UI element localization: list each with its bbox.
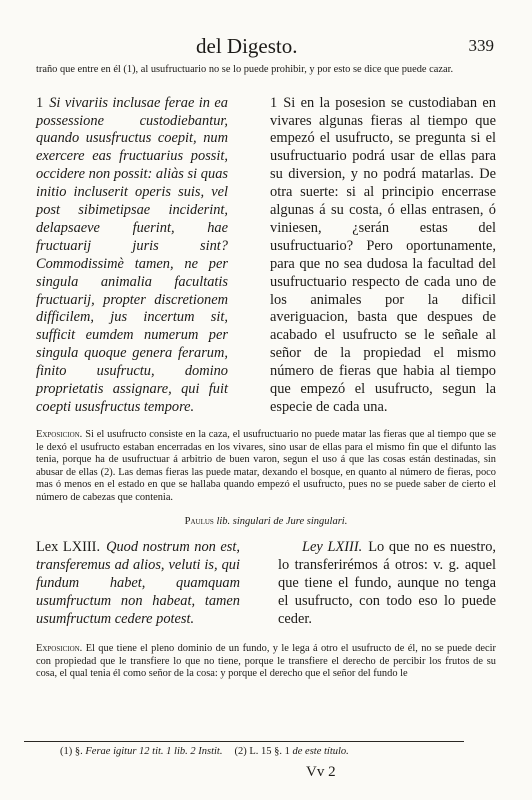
footnote-2-mark: (2) [234, 746, 247, 757]
footnote-rule [24, 741, 464, 742]
exposition-2 [36, 643, 496, 681]
signature-mark: Vv 2 [306, 764, 336, 780]
page-number: 339 [468, 36, 494, 55]
attribution-work: lib. singulari de Jure singulari. [216, 516, 348, 528]
footnote-2-ref: L. 15 §. 1 [249, 746, 290, 757]
latin-paragraph-number: 1 [36, 94, 44, 111]
latin-column [36, 95, 228, 417]
exposition-2-label: Exposicion. [36, 643, 83, 654]
intro-paragraph [36, 64, 496, 77]
exposition-text: Si el usufructo consiste en la caza, el usufructuario no puede matar las fieras que al tiempo que se le dexó el usufructo estaban encerradas en los vivares, sino usar de ellas para el mismo fin que el difunto las tenia, porque ha de usufructuar á arbitrio de buen varon, segun el uso á que las cosas están destinadas, sin abusar de ellas (2). Las demas fieras las puede matar, dexando el bosque, en quanto al número de fieras, poco mas ó menos en el estado en que se hallaba quando empezó el usufructo, pues no se puede saber de cierto el número de cabezas que contenia. [36, 428, 496, 503]
footnote-1 [60, 746, 222, 757]
lex-text: Quod nostrum non est, transferemus ad alios, veluti is, qui fundum habet, quamquam usumfructum non habeat, tamen usumfructum cedere potest. [36, 539, 240, 628]
footnote-1-citation: Ferae igitur 12 tit. 1 lib. 2 Instit. [85, 746, 223, 757]
running-header [36, 34, 496, 60]
spanish-column [270, 95, 496, 417]
section-2-columns [36, 539, 496, 629]
latin-text: Si vivariis inclusae ferae in ea possessione custodiebantur, quando ususfructus coepit, num exercere eas fructuarius possit, occidere non possit: aliàs si quas initio incluserit operis suis, vel post sibimetipsae inciderint, delapsaeve fuerint, hae fructuarij juris sint? Commodissimè tamen, ne per singula animalia facultatis fructuarij, propter discretionem difficilem, jus incertum sit, sufficit eumdem numerum per singula quoque genera ferarum, finito usufructu, domino proprietatis assignare, qui fuit coepti ususfructus tempore. [36, 94, 228, 415]
footnote-2 [234, 746, 348, 757]
exposition-2-text: El que tiene el pleno dominio de un fundo, y le lega á otro el usufructo de él, no se puede decir con propiedad que le transfiere lo que no tiene, porque le transfiere el derecho de percibir los frutos de su cosa, el qual tenia él como señor de la cosa: y porque el derecho que el señor del fundo le [36, 643, 496, 680]
attribution-author: Paulus [184, 516, 214, 528]
ley-text: Lo que no es nuestro, lo transferirémos á otros: v. g. aquel que tiene el fundo, aunque no tenga el usufructo, con todo eso lo puede ceder. [278, 539, 496, 628]
ley-column [278, 539, 496, 629]
footnote-2-citation: de este título. [292, 746, 349, 757]
ley-label: Ley LXIII. [302, 539, 363, 556]
spanish-text: Si en la posesion se custodiaban en vivares algunas fieras al tiempo que empezó el usufructo, se pregunta si el usufructuario podrá usar de ellas para su diversion, y no podrá matarlas. De otra suerte: si al principio encerrase algunas á su costa, ó ellas entrasen, ó viniesen, ¿serán estas del usufructuario? Pero oportunamente, para que no sea dudosa la facultad del usufructuario respecto de cada uno de los animales por la dificil averiguacion, basta que despues de acabado el usufructo se le señale al señor de la propiedad el mismo número de fieras que habia al tiempo que empezó el usufructo, segun la especie de cada una. [270, 94, 496, 415]
footnote-1-mark: (1) [60, 746, 73, 757]
exposition-label: Exposicion. [36, 428, 83, 440]
lex-column [36, 539, 240, 629]
lex-label: Lex LXIII. [36, 539, 101, 556]
source-attribution [36, 516, 496, 527]
intro-text: traño que entre en él (1), al usufructuario no se lo puede prohibir, y por esto se dice que puede cazar. [36, 64, 454, 75]
page [36, 34, 496, 681]
spanish-paragraph-number: 1 [270, 94, 278, 111]
footnote-1-ref: §. [74, 746, 83, 757]
running-title: del Digesto. [196, 34, 298, 58]
exposition-1 [36, 429, 496, 505]
footnotes [60, 746, 480, 757]
section-1-columns [36, 95, 496, 417]
